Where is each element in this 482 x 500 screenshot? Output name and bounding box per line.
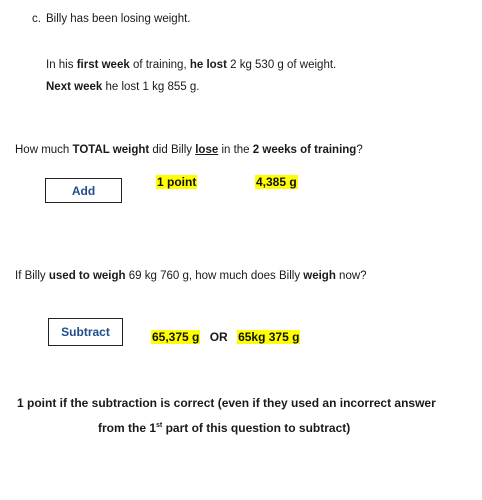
label-letter: c. [32, 13, 41, 25]
add-points [156, 175, 197, 189]
week2-a: Next week [46, 81, 103, 93]
part1-d: lose [195, 144, 219, 156]
part1-g: ? [356, 144, 363, 156]
add-box [45, 178, 122, 203]
week1-e: 2 kg 530 g of weight. [226, 59, 337, 71]
part1-e: in the [218, 144, 253, 156]
part1-question [15, 144, 363, 156]
note-line-2 [98, 421, 350, 435]
week2-b: he lost 1 kg 855 g. [102, 81, 200, 93]
subtract-answers [151, 330, 300, 344]
question-label [32, 13, 41, 25]
add-answer-text: 4,385 g [256, 175, 297, 189]
part2-a: If Billy [15, 270, 49, 282]
part2-c: 69 kg 760 g, how much does Billy [125, 270, 304, 282]
question-intro: Billy has been losing weight. [46, 13, 191, 25]
part2-question [15, 270, 367, 282]
part1-c: did Billy [149, 144, 196, 156]
week1-d: he lost [189, 59, 227, 71]
part1-a: How much [15, 144, 73, 156]
week1-b: first week [76, 59, 130, 71]
note-line2-a: from the 1 [98, 421, 157, 435]
part1-f: 2 weeks of training [252, 144, 357, 156]
add-label: Add [71, 183, 96, 198]
subtract-label: Subtract [61, 325, 110, 339]
week1-a: In his [46, 59, 77, 71]
note-line2-sup: st [156, 422, 163, 429]
week1-text [46, 59, 336, 71]
part1-b: TOTAL weight [72, 144, 150, 156]
note-line2-b: part of this question to subtract) [162, 421, 351, 435]
sub-answer-2: 65kg 375 g [238, 330, 300, 344]
note-line-1: 1 point if the subtraction is correct (even if they used an incorrect answer [17, 396, 436, 410]
week1-c: of training, [129, 59, 190, 71]
week2-text [46, 81, 199, 93]
part2-b: used to weigh [48, 270, 126, 282]
part2-d: weigh [303, 270, 336, 282]
or-text: OR [209, 330, 228, 344]
part2-e: now? [335, 270, 367, 282]
add-answer [255, 175, 298, 189]
add-points-text: 1 point [157, 175, 197, 189]
subtract-box [48, 318, 123, 346]
sub-answer-1: 65,375 g [152, 330, 200, 344]
